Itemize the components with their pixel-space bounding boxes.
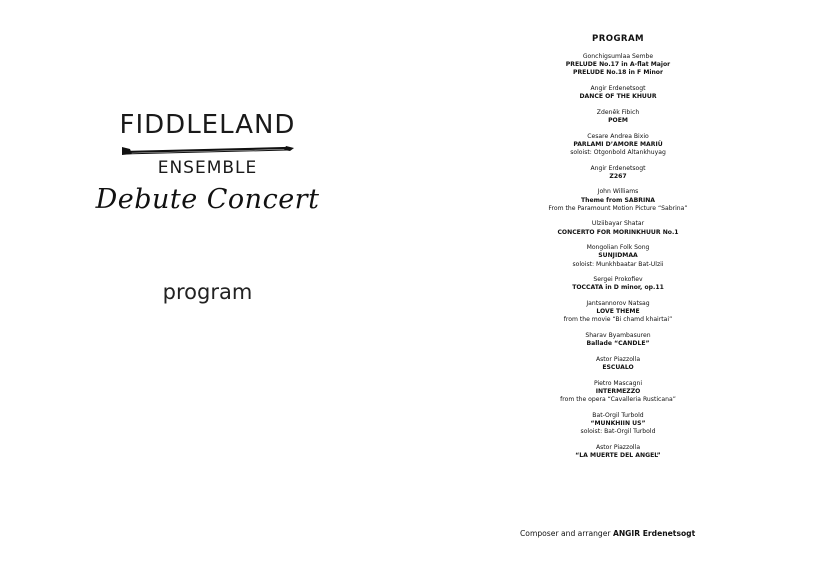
program-panel xyxy=(518,34,718,467)
program-item-title: DANCE OF THE KHUUR xyxy=(579,93,657,101)
program-item-composer: John Williams xyxy=(597,188,639,196)
program-item-title: LOVE THEME xyxy=(596,308,640,316)
program-item-title: “LA MUERTE DEL ANGEL” xyxy=(575,451,661,459)
program-item-composer: Jantsannorov Natsag xyxy=(586,299,650,307)
program-item xyxy=(518,220,718,236)
program-item-composer: Gonchigsumlaa Sembe xyxy=(582,53,654,60)
program-list xyxy=(518,53,718,460)
program-item-title: CONCERTO FOR MORINKHUUR No.1 xyxy=(557,228,679,236)
credits-footer xyxy=(520,529,740,538)
program-item xyxy=(518,109,718,125)
program-item-composer: Angir Erdenetsogt xyxy=(590,85,646,92)
program-item-composer: Sergei Prokofiev xyxy=(593,276,643,284)
program-item-title: TOCCATA in D minor, op.11 xyxy=(572,284,664,292)
program-item-note: from the movie “Bi chamd khairtai” xyxy=(563,316,673,324)
program-item xyxy=(518,412,718,437)
program-item-composer: Angir Erdenetsogt xyxy=(590,164,646,172)
credit-prefix: Composer and arranger xyxy=(520,529,611,538)
ensemble-name: FIDDLELAND xyxy=(119,110,296,140)
program-item-title: PRELUDE No.18 in F Minor xyxy=(573,69,663,77)
program-item-title: Z267 xyxy=(609,172,627,180)
program-item xyxy=(518,356,718,372)
program-item xyxy=(518,444,718,460)
program-item-composer: Sharav Byambasuren xyxy=(585,331,651,339)
program-item-composer: Astor Piazzolla xyxy=(595,355,641,363)
program-item-title: ESCUALO xyxy=(602,363,634,371)
program-item xyxy=(518,53,718,78)
program-item-title: INTERMEZZO xyxy=(595,387,641,395)
program-item xyxy=(518,300,718,325)
program-item-title: Ballade “CANDLE” xyxy=(586,340,650,348)
ensemble-subname: ENSEMBLE xyxy=(157,158,258,178)
program-item xyxy=(518,380,718,405)
program-item xyxy=(518,188,718,213)
program-item-composer: Pietro Mascagni xyxy=(593,379,643,387)
program-item-note: From the Paramount Motion Picture “Sabrina” xyxy=(548,204,688,212)
program-item-note: soloist: Munkhbaatar Bat-Ulzii xyxy=(572,260,664,268)
program-item-title: Theme from SABRINA xyxy=(580,196,656,204)
program-item-composer: Cesare Andrea Bixio xyxy=(587,132,649,140)
program-item xyxy=(518,165,718,181)
program-heading: PROGRAM xyxy=(592,34,644,44)
program-item xyxy=(518,133,718,158)
program-item-note: soloist: Otgonbold Altankhuyag xyxy=(570,149,666,156)
program-item xyxy=(518,85,718,101)
program-item-title: SUNJIDMAA xyxy=(598,252,638,260)
program-item-composer: Bat-Orgil Turbold xyxy=(592,411,644,419)
program-item-composer: Mongolian Folk Song xyxy=(586,244,650,252)
program-item-note: from the opera “Cavalleria Rusticana” xyxy=(560,395,676,403)
program-item-note: soloist: Bat-Orgil Turbold xyxy=(580,427,656,435)
cover-subtitle: program xyxy=(162,280,253,304)
program-item-title: “MUNKHIIN US” xyxy=(590,419,646,427)
program-item-title: PARLAMI D’AMORE MARIÙ xyxy=(573,140,663,148)
program-item xyxy=(518,244,718,269)
program-item-title: POEM xyxy=(608,117,628,124)
cover-panel xyxy=(60,110,355,304)
program-item-composer: Zdeněk Fibich xyxy=(596,108,640,116)
program-item-title: PRELUDE No.17 in A-flat Major xyxy=(565,61,671,69)
concert-title: Debute Concert xyxy=(95,184,320,215)
program-item xyxy=(518,332,718,348)
program-item xyxy=(518,276,718,292)
program-item-composer: Ulziibayar Shatar xyxy=(591,220,645,228)
credit-name: ANGIR Erdenetsogt xyxy=(612,529,696,538)
violin-bow-icon xyxy=(118,142,298,156)
program-item-composer: Astor Piazzolla xyxy=(595,443,641,451)
